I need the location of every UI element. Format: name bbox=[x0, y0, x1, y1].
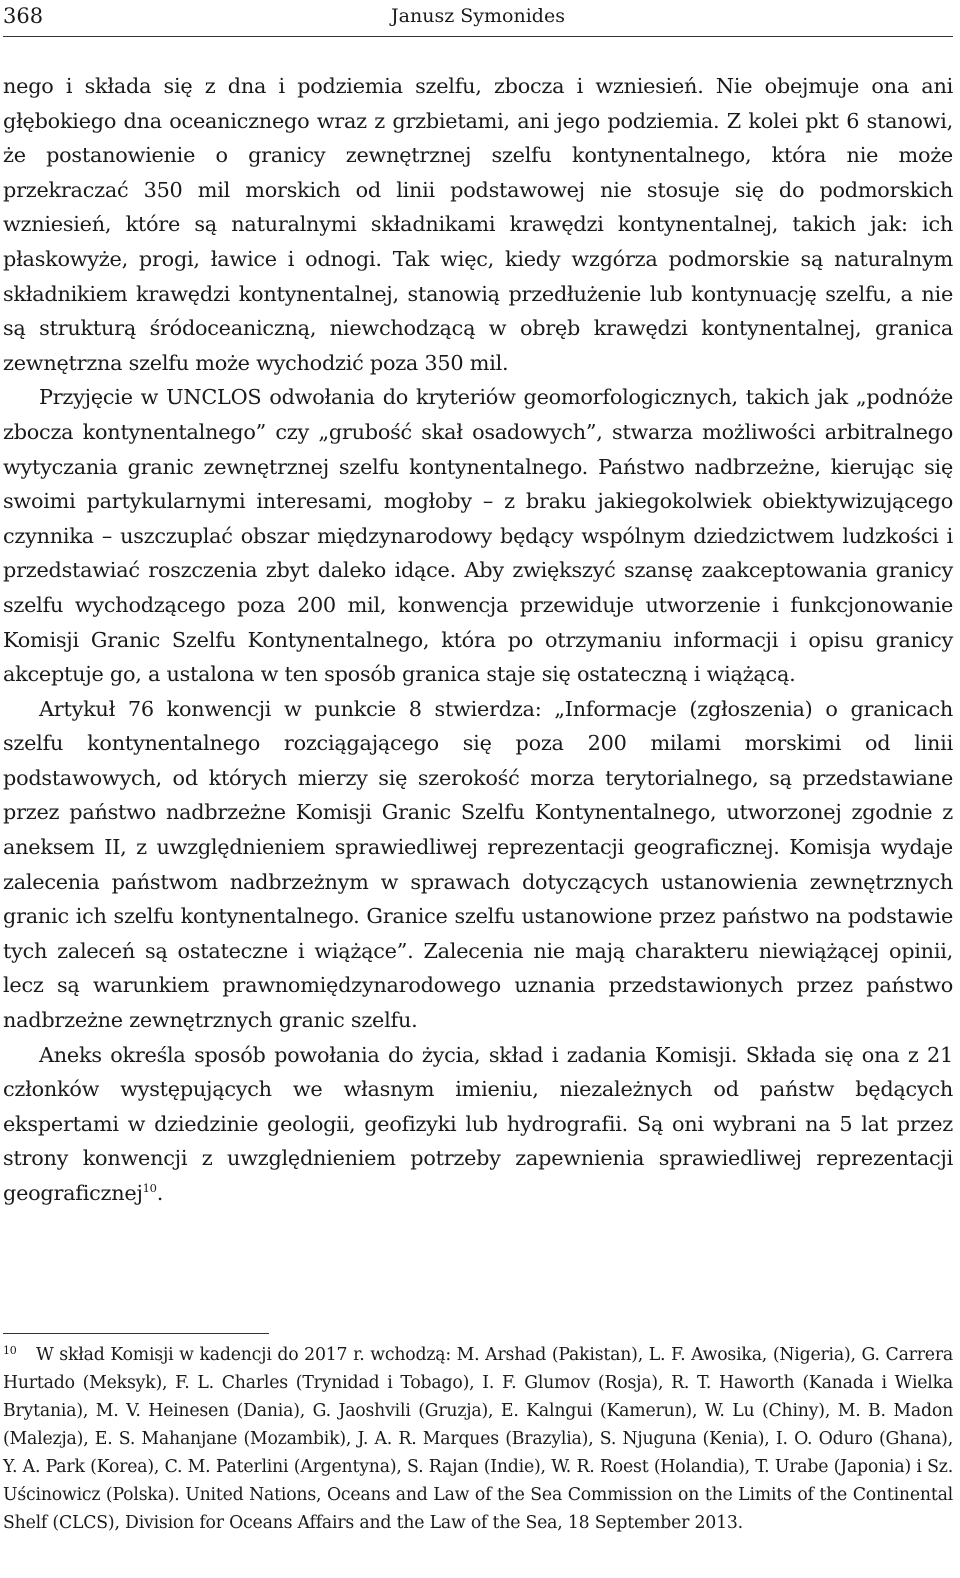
document-page bbox=[3, 0, 953, 1578]
footnote-text: W skład Komisji w kadencji do 2017 r. wchodzą: M. Arshad (Pakistan), L. F. Awosika, (Nigeria), G. Carrera Hurtado (Meksyk), F. L. Charles (Trynidad i Tobago), I. F. Glumov (Rosja), R. T. Haworth (Kanada i Wielka Brytania), M. V. Heinesen (Dania), G. Jaoshvili (Gruzja), E. Kalngui (Kamerun), W. Lu (Chiny), M. B. Madon (Malezja), E. S. Mahanjane (Mozambik), J. A. R. Marques (Brazylia), S. Njuguna (Kenia), I. O. Oduro (Ghana), Y. A. Park (Korea), C. M. Paterlini (Argentyna), S. Rajan (Indie), W. R. Roest (Holandia), T. Urabe (Japonia) i Sz. Uścinowicz (Polska). United Nations, Oceans and Law of the Sea Commission on the Limits of the Continental Shelf (CLCS), Division for Oceans Affairs and the Law of the Sea, 18 September 2013. bbox=[3, 1345, 953, 1533]
paragraph-2: Przyjęcie w UNCLOS odwołania do kryteriów geomorfologicznych, takich jak „podnóże zbocza kontynentalnego” czy „grubość skał osadowych”, stwarza możliwości arbitralnego wytyczania granic zewnętrznej szelfu kontynentalnego. Państwo nadbrzeżne, kierując się swoimi partykularnymi interesami, mogłoby – z braku jakiegokolwiek obiektywizującego czynnika – uszczuplać obszar międzynarodowy będący wspólnym dziedzictwem ludzkości i przedstawiać roszczenia zbyt daleko idące. Aby zwiększyć szansę zaakceptowania granicy szelfu wychodzącego poza 200 mil, konwencja przewiduje utworzenie i funkcjonowanie Komisji Granic Szelfu Kontynentalnego, która po otrzymaniu informacji i opisu granicy akceptuje go, a ustalona w ten sposób granica staje się ostateczną i wiążącą. bbox=[3, 385, 953, 687]
footnote-rule bbox=[3, 1333, 269, 1334]
footnotes bbox=[3, 1333, 953, 1537]
running-head: Janusz Symonides bbox=[391, 5, 565, 27]
paragraph-3: Artykuł 76 konwencji w punkcie 8 stwierdza: „Informacje (zgłoszenia) o granicach szelfu kontynentalnego rozciągającego się poza 200 milami morskimi od linii podstawowych, od których mierzy się szerokość morza terytorialnego, są przedstawiane przez państwo nadbrzeżne Komisji Granic Szelfu Kontynentalnego, utworzonej zgodnie z aneksem II, z uwzględnieniem sprawiedliwej reprezentacji geograficznej. Komisja wydaje zalecenia państwom nadbrzeżnym w sprawach dotyczących ustanowienia zewnętrznych granic ich szelfu kontynentalnego. Granice szelfu ustanowione przez państwo na podstawie tych zaleceń są ostateczne i wiążące”. Zalecenia nie mają charakteru niewiążącej opinii, lecz są warunkiem prawnomiędzynarodowego uznania przedstawionych przez państwo nadbrzeżne zewnętrznych granic szelfu. bbox=[3, 696, 953, 1033]
paragraph-4-text: Aneks określa sposób powołania do życia, skład i zadania Komisji. Składa się ona z 21 członków występujących we własnym imieniu, niezależnych od państw będących ekspertami w dziedzinie geologii, geofizyki lub hydrografii. Są oni wybrani na 5 lat przez strony konwencji z uwzględnieniem potrzeby zapewnienia sprawiedliwej reprezentacji geograficznej bbox=[3, 1042, 953, 1205]
body-text bbox=[3, 69, 953, 1211]
footnote-10: 10 W skład Komisji w kadencji do 2017 r. wchodzą: M. Arshad (Pakistan), L. F. Awosika, (Nigeria), G. Carrera Hurtado (Meksyk), F. L. Charles (Trynidad i Tobago), I. F. Glumov (Rosja), R. T. Haworth (Kanada i Wielka Brytania), M. V. Heinesen (Dania), G. Jaoshvili (Gruzja), E. Kalngui (Kamerun), W. Lu (Chiny), M. B. Madon (Malezja), E. S. Mahanjane (Mozambik), J. A. R. Marques (Brazylia), S. Njuguna (Kenia), I. O. Oduro (Ghana), Y. A. Park (Korea), C. M. Paterlini (Argentyna), S. Rajan (Indie), W. R. Roest (Holandia), T. Urabe (Japonia) i Sz. Uścinowicz (Polska). United Nations, Oceans and Law of the Sea Commission on the Limits of the Continental Shelf (CLCS), Division for Oceans Affairs and the Law of the Sea, 18 September 2013. bbox=[3, 1344, 953, 1533]
header-rule bbox=[3, 36, 953, 37]
paragraph-4: Aneks określa sposób powołania do życia, skład i zadania Komisji. Składa się ona z 21 członków występujących we własnym imieniu, niezależnych od państw będących ekspertami w dziedzinie geologii, geofizyki lub hydrografii. Są oni wybrani na 5 lat przez strony konwencji z uwzględnieniem potrzeby zapewnienia sprawiedliwej reprezentacji geograficznej$^{10}$. bbox=[3, 1042, 953, 1205]
footnote-reference[interactable]: 10 bbox=[142, 1181, 157, 1196]
paragraph-1: nego i składa się z dna i podziemia szelfu, zbocza i wzniesień. Nie obejmuje ona ani głębokiego dna oceanicznego wraz z grzbietami, ani jego podziemia. Z kolei pkt 6 stanowi, że postanowienie o granicy zewnętrznej szelfu kontynentalnego, która nie może przekraczać 350 mil morskich od linii podstawowej nie stosuje się do podmorskich wzniesień, które są naturalnymi składnikami krawędzi kontynentalnej, takich jak: ich płaskowyże, progi, ławice i odnogi. Tak więc, kiedy wzgórza podmorskie są naturalnym składnikiem krawędzi kontynentalnej, stanowią przedłużenie lub kontynuację szelfu, a nie są strukturą śródoceaniczną, niewchodzącą w obręb krawędzi kontynentalnej, granica zewnętrzna szelfu może wychodzić poza 350 mil. bbox=[3, 74, 953, 375]
page-header bbox=[3, 3, 953, 31]
page-number: 368 bbox=[3, 4, 44, 28]
